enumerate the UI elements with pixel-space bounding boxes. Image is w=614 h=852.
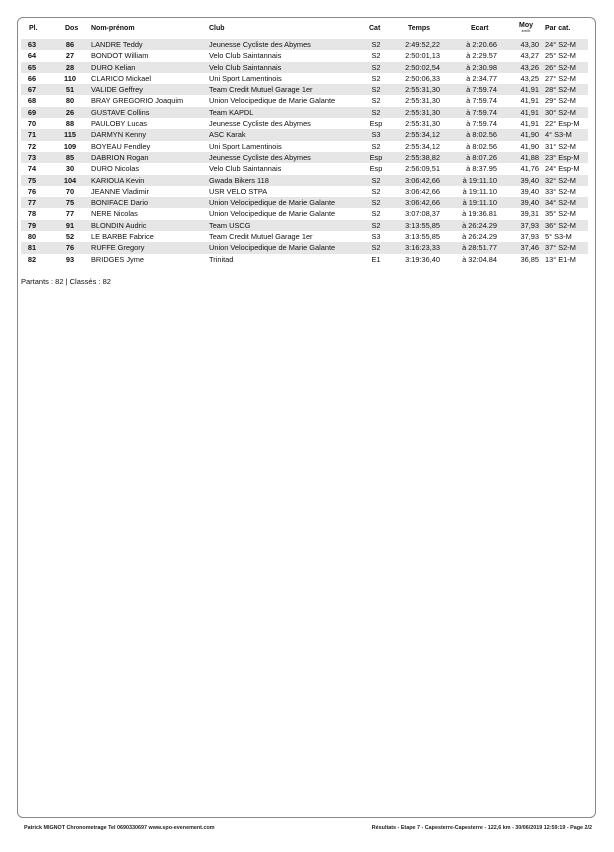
cell-place: 79 — [27, 220, 37, 230]
cell-time: 2:55:31,30 — [405, 119, 440, 129]
cell-bib: 51 — [65, 85, 75, 95]
cell-place: 68 — [27, 96, 37, 106]
cell-club: Union Velocipedique de Marie Galante — [209, 96, 336, 106]
cell-category-rank: 24° S2-M — [545, 40, 576, 49]
cell-average-speed: 37,93 — [520, 232, 539, 242]
cell-club: Team Credit Mutuel Garage 1er — [209, 232, 313, 242]
cell-category-rank: 24° Esp-M — [545, 164, 580, 174]
cell-bib: 85 — [65, 152, 75, 162]
cell-club: Velo Club Saintannais — [209, 51, 282, 61]
cell-bib: 91 — [65, 220, 75, 230]
header-moy-unit: km/h — [521, 28, 531, 33]
cell-name: DURO Nicolas — [91, 164, 140, 174]
cell-name: PAULOBY Lucas — [91, 119, 148, 129]
cell-name: BONDOT William — [91, 51, 149, 61]
cell-time: 2:55:31,30 — [405, 85, 440, 95]
cell-average-speed: 43,25 — [520, 73, 539, 83]
cell-time: 2:55:31,30 — [405, 96, 440, 106]
header-pl: Pl. — [29, 25, 38, 32]
cell-time: 3:19:36,40 — [405, 254, 440, 264]
header-time: Temps — [408, 25, 431, 32]
cell-average-speed: 41,90 — [520, 141, 539, 151]
cell-bib: 88 — [65, 119, 75, 129]
cell-time: 2:49:52,22 — [405, 40, 440, 49]
cell-name: BLONDIN Audric — [91, 220, 147, 230]
table-row — [21, 254, 588, 265]
cell-name: RUFFE Gregory — [91, 243, 145, 253]
cell-place: 67 — [27, 85, 37, 95]
cell-time: 3:16:23,33 — [405, 243, 440, 253]
cell-place: 81 — [27, 243, 37, 253]
cell-category: S2 — [371, 40, 381, 49]
cell-category: Esp — [369, 152, 383, 162]
cell-category-rank: 37° S2-M — [545, 243, 576, 253]
cell-average-speed: 41,91 — [520, 85, 539, 95]
cell-place: 77 — [27, 198, 37, 208]
header-club: Club — [209, 25, 225, 32]
cell-gap: à 26:24.29 — [462, 220, 497, 230]
cell-name: BOYEAU Fendley — [91, 141, 151, 151]
cell-place: 78 — [27, 209, 37, 219]
summary: Partants : 82 | Classés : 82 — [21, 277, 111, 286]
cell-average-speed: 36,85 — [520, 254, 539, 264]
cell-bib: 27 — [65, 51, 75, 61]
header-name: Nom-prénom — [91, 25, 135, 32]
table-row — [21, 95, 588, 106]
cell-club: Union Velocipedique de Marie Galante — [209, 209, 336, 219]
cell-club: Team USCG — [209, 220, 251, 230]
cell-gap: à 7:59.74 — [466, 96, 497, 106]
cell-category-rank: 26° S2-M — [545, 62, 576, 72]
cell-category-rank: 22° Esp-M — [545, 119, 580, 129]
cell-bib: 30 — [65, 164, 75, 174]
cell-time: 2:55:31,30 — [405, 107, 440, 117]
cell-category: Esp — [369, 164, 383, 174]
cell-name: BRAY GREGORIO Joaquim — [91, 96, 184, 106]
cell-bib: 104 — [63, 175, 77, 185]
cell-place: 74 — [27, 164, 37, 174]
cell-club: Velo Club Saintannais — [209, 62, 282, 72]
table-row — [21, 231, 588, 242]
cell-time: 3:13:55,85 — [405, 232, 440, 242]
header-dos: Dos — [65, 25, 79, 32]
cell-place: 71 — [27, 130, 37, 140]
cell-category: S2 — [371, 51, 381, 61]
cell-place: 65 — [27, 62, 37, 72]
cell-category-rank: 35° S2-M — [545, 209, 576, 219]
table-row — [21, 220, 588, 231]
cell-club: Gwada Bikers 118 — [209, 175, 269, 185]
cell-club: USR VELO STPA — [209, 186, 268, 196]
cell-club: Trinitad — [209, 254, 234, 264]
cell-name: LE BARBE Fabrice — [91, 232, 154, 242]
cell-name: BRIDGES Jyme — [91, 254, 144, 264]
table-row — [21, 242, 588, 253]
cell-place: 73 — [27, 152, 37, 162]
cell-average-speed: 39,40 — [520, 198, 539, 208]
cell-gap: à 8:02.56 — [466, 141, 497, 151]
table-row — [21, 39, 588, 50]
cell-place: 63 — [27, 40, 37, 49]
footer-right: Résultats - Etape 7 - Capesterre-Capesterre - 122,6 km - 30/06/2019 12:59:19 - Page 2/2 — [371, 825, 592, 831]
cell-club: Velo Club Saintannais — [209, 164, 282, 174]
cell-club: Jeunesse Cycliste des Abymes — [209, 40, 311, 49]
cell-bib: 93 — [65, 254, 75, 264]
cell-time: 3:13:55,85 — [405, 220, 440, 230]
cell-average-speed: 41,91 — [520, 96, 539, 106]
cell-category-rank: 31° S2-M — [545, 141, 576, 151]
table-row — [21, 163, 588, 174]
cell-category: S2 — [371, 85, 381, 95]
cell-name: JEANNE Vladimir — [91, 186, 149, 196]
cell-time: 2:56:09,51 — [405, 164, 440, 174]
cell-place: 70 — [27, 119, 37, 129]
cell-gap: à 19:11.10 — [462, 175, 497, 185]
cell-category-rank: 28° S2-M — [545, 85, 576, 95]
cell-category: S2 — [371, 141, 381, 151]
header-par-cat: Par cat. — [545, 25, 571, 32]
cell-category: S2 — [371, 243, 381, 253]
cell-place: 72 — [27, 141, 37, 151]
cell-average-speed: 37,93 — [520, 220, 539, 230]
cell-average-speed: 41,91 — [520, 119, 539, 129]
cell-time: 2:50:02,54 — [405, 62, 440, 72]
cell-category-rank: 23° Esp-M — [545, 152, 580, 162]
cell-bib: 76 — [65, 243, 75, 253]
cell-average-speed: 43,27 — [520, 51, 539, 61]
cell-category-rank: 36° S2-M — [545, 220, 576, 230]
cell-gap: à 2:34.77 — [466, 73, 497, 83]
header-cat: Cat — [369, 25, 381, 32]
cell-gap: à 2:20.66 — [466, 40, 497, 49]
table-row — [21, 107, 588, 118]
cell-category: E1 — [371, 254, 381, 264]
table-row — [21, 186, 588, 197]
cell-name: VALIDE Geffrey — [91, 85, 143, 95]
cell-gap: à 8:02.56 — [466, 130, 497, 140]
cell-gap: à 32:04.84 — [462, 254, 497, 264]
cell-bib: 86 — [65, 40, 75, 49]
cell-average-speed: 41,88 — [520, 152, 539, 162]
cell-club: Jeunesse Cycliste des Abymes — [209, 119, 311, 129]
cell-average-speed: 41,76 — [520, 164, 539, 174]
cell-category-rank: 5° S3-M — [545, 232, 572, 242]
cell-bib: 80 — [65, 96, 75, 106]
cell-gap: à 2:30.98 — [466, 62, 497, 72]
cell-club: Union Velocipedique de Marie Galante — [209, 198, 336, 208]
cell-time: 2:55:34,12 — [405, 141, 440, 151]
cell-bib: 75 — [65, 198, 75, 208]
cell-gap: à 7:59.74 — [466, 107, 497, 117]
cell-category: S2 — [371, 62, 381, 72]
table-row — [21, 175, 588, 186]
results-table — [21, 39, 588, 265]
cell-time: 2:50:06,33 — [405, 73, 440, 83]
cell-bib: 115 — [64, 130, 76, 140]
cell-average-speed: 39,40 — [520, 175, 539, 185]
header-moy — [519, 22, 533, 33]
cell-bib: 109 — [63, 141, 77, 151]
cell-bib: 77 — [65, 209, 75, 219]
cell-average-speed: 37,46 — [520, 243, 539, 253]
cell-category: S2 — [371, 186, 381, 196]
cell-category: S3 — [371, 232, 381, 242]
cell-gap: à 7:59.74 — [466, 85, 497, 95]
cell-name: GUSTAVE Collins — [91, 107, 150, 117]
cell-category-rank: 33° S2-M — [545, 186, 576, 196]
cell-time: 2:50:01,13 — [405, 51, 440, 61]
cell-club: Uni Sport Lamentinois — [209, 73, 282, 83]
cell-name: NERE Nicolas — [91, 209, 138, 219]
cell-category: S2 — [371, 73, 381, 83]
table-row — [21, 73, 588, 84]
cell-place: 64 — [27, 51, 37, 61]
cell-place: 75 — [27, 175, 37, 185]
cell-category: S2 — [371, 198, 381, 208]
cell-club: Team KAPDL — [209, 107, 254, 117]
cell-club: Jeunesse Cycliste des Abymes — [209, 152, 311, 162]
cell-category: S2 — [371, 220, 381, 230]
cell-category: Esp — [369, 119, 383, 129]
cell-bib: 110 — [64, 73, 76, 83]
cell-gap: à 8:07.26 — [466, 152, 497, 162]
cell-average-speed: 43,30 — [520, 40, 539, 49]
table-row — [21, 62, 588, 73]
cell-category: S3 — [371, 130, 381, 140]
cell-time: 2:55:38,82 — [405, 152, 440, 162]
cell-club: Uni Sport Lamentinois — [209, 141, 282, 151]
table-row — [21, 118, 588, 129]
cell-category-rank: 32° S2-M — [545, 175, 576, 185]
cell-gap: à 8:37.95 — [466, 164, 497, 174]
cell-category: S2 — [371, 175, 381, 185]
cell-bib: 28 — [65, 62, 75, 72]
cell-category-rank: 4° S3-M — [545, 130, 572, 140]
cell-average-speed: 39,40 — [520, 186, 539, 196]
cell-time: 3:06:42,66 — [405, 198, 440, 208]
cell-category-rank: 30° S2-M — [545, 107, 576, 117]
cell-average-speed: 41,91 — [520, 107, 539, 117]
cell-place: 76 — [27, 186, 37, 196]
cell-gap: à 26:24.29 — [462, 232, 497, 242]
cell-category-rank: 25° S2-M — [545, 51, 576, 61]
cell-time: 3:06:42,66 — [405, 186, 440, 196]
cell-club: ASC Karak — [209, 130, 246, 140]
cell-gap: à 2:29.57 — [466, 51, 497, 61]
cell-name: DARMYN Kenny — [91, 130, 147, 140]
cell-place: 80 — [27, 232, 37, 242]
cell-average-speed: 39,31 — [520, 209, 539, 219]
table-row — [21, 197, 588, 208]
cell-name: DURO Kelian — [91, 62, 136, 72]
cell-name: CLARICO Mickael — [91, 73, 151, 83]
cell-name: KARIOUA Kevin — [91, 175, 145, 185]
cell-place: 82 — [27, 254, 37, 264]
table-row — [21, 141, 588, 152]
cell-gap: à 19:11.10 — [462, 186, 497, 196]
cell-category-rank: 13° E1-M — [545, 254, 576, 264]
cell-category-rank: 27° S2-M — [545, 73, 576, 83]
cell-gap: à 19:11.10 — [462, 198, 497, 208]
header-moy-label: Moy — [519, 22, 533, 29]
cell-club: Team Credit Mutuel Garage 1er — [209, 85, 313, 95]
cell-gap: à 7:59.74 — [466, 119, 497, 129]
cell-category: S2 — [371, 107, 381, 117]
table-row — [21, 208, 588, 219]
cell-time: 2:55:34,12 — [405, 130, 440, 140]
cell-category: S2 — [371, 96, 381, 106]
cell-bib: 52 — [65, 232, 75, 242]
footer-left: Patrick MIGNOT Chronometrage Tel 0690330697 www.spo-evenement.com — [24, 825, 215, 831]
cell-time: 3:06:42,66 — [405, 175, 440, 185]
cell-name: BONIFACE Dario — [91, 198, 149, 208]
cell-average-speed: 41,90 — [520, 130, 539, 140]
table-row — [21, 152, 588, 163]
cell-category-rank: 34° S2-M — [545, 198, 576, 208]
cell-category-rank: 29° S2-M — [545, 96, 576, 106]
table-row — [21, 129, 588, 140]
cell-club: Union Velocipedique de Marie Galante — [209, 243, 336, 253]
cell-average-speed: 43,26 — [520, 62, 539, 72]
cell-place: 66 — [27, 73, 37, 83]
cell-gap: à 28:51.77 — [462, 243, 497, 253]
cell-name: LANDRE Teddy — [91, 40, 143, 49]
cell-name: DABRION Rogan — [91, 152, 149, 162]
cell-bib: 70 — [65, 186, 75, 196]
cell-bib: 26 — [65, 107, 75, 117]
cell-time: 3:07:08,37 — [405, 209, 440, 219]
cell-gap: à 19:36.81 — [462, 209, 497, 219]
table-header — [17, 22, 596, 37]
cell-place: 69 — [27, 107, 37, 117]
table-row — [21, 50, 588, 61]
cell-category: S2 — [371, 209, 381, 219]
header-gap: Ecart — [471, 25, 489, 32]
table-row — [21, 84, 588, 95]
